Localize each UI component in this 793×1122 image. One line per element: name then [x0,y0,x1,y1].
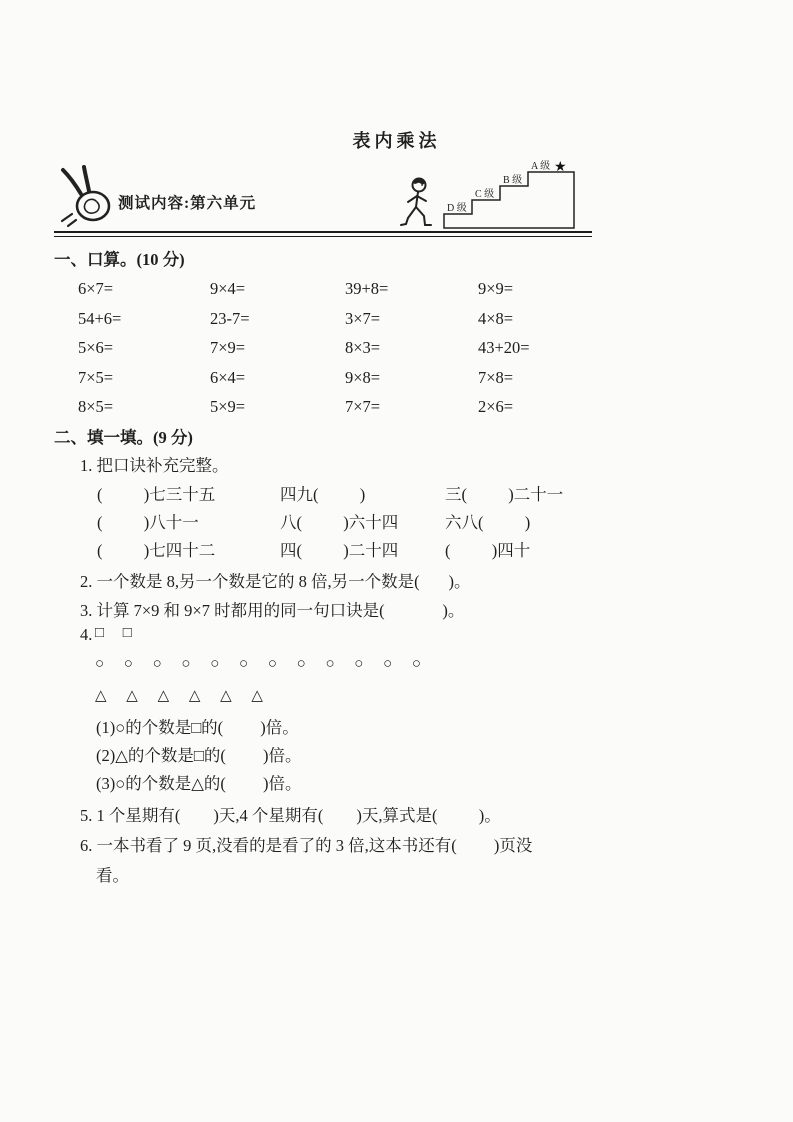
stair-label-b: B 级 [503,175,523,186]
shape-circles-row: ○ ○ ○ ○ ○ ○ ○ ○ ○ ○ ○ ○ [95,656,421,672]
test-scope-label: 测试内容:第六单元 [118,195,257,212]
mnemonic-cell: ( )七四十二 [97,541,216,560]
mnemonic-cell: 三( )二十一 [445,485,564,504]
oral-problem: 39+8= [345,279,389,298]
oral-problem: 6×7= [78,279,114,298]
mnemonic-cell: 四九( ) [280,485,366,504]
fill-item-4-sub-1: (1)○的个数是□的( )倍。 [96,718,299,737]
fill-item-4-sub-2: (2)△的个数是□的( )倍。 [96,746,302,765]
fill-item-5: 5. 1 个星期有( )天,4 个星期有( )天,算式是( )。 [80,806,501,825]
oral-problem: 5×6= [78,338,114,357]
stair-label-a: A 级 [531,161,551,172]
stair-label-d: D 级 [447,203,467,214]
oral-problem: 43+20= [478,338,530,357]
mnemonic-cell: ( )四十 [445,541,531,560]
oral-problem: 8×5= [78,397,114,416]
section-two-heading: 二、填一填。(9 分) [54,428,193,447]
header-divider-thick [54,231,592,233]
mnemonic-cell: 八( )六十四 [280,513,399,532]
mnemonic-row [97,481,617,503]
oral-problem: 8×3= [345,338,381,357]
oral-problem: 54+6= [78,308,122,328]
fill-item-3: 3. 计算 7×9 和 9×7 时都用的同一句口诀是( )。 [80,601,465,620]
eye [421,184,423,186]
mnemonic-cell: 四( )二十四 [280,541,399,560]
oral-problem: 7×7= [345,397,381,416]
oral-calculation-grid [78,278,568,426]
oral-problem: 3×7= [345,308,381,328]
stair-label-c: C 级 [475,189,495,200]
oral-problem: 2×6= [478,397,514,416]
mnemonic-cell: ( )七三十五 [97,485,216,504]
header-divider-thin [54,236,592,237]
mnemonic-cell: 六八( ) [445,513,531,532]
fill-item-6-line-1: 6. 一本书看了 9 页,没看的是看了的 3 倍,这本书还有( )页没 [80,836,533,855]
grade-stairs-illustration [442,160,582,230]
ok-hand-gesture-icon [56,164,120,228]
oral-problem: 23-7= [210,308,250,328]
oral-problem: 7×8= [478,367,514,387]
mnemonic-row [97,509,617,531]
section-one-heading: 一、口算。(10 分) [54,250,185,269]
fill-item-6-line-2: 看。 [96,866,129,885]
oral-problem: 4×8= [478,308,514,328]
oral-problem: 7×5= [78,367,114,387]
mnemonic-cell: ( )八十一 [97,513,199,532]
walking-child-illustration [398,176,436,230]
star-icon: ★ [554,160,567,175]
fill-item-4-label: 4. [80,625,93,644]
oral-problem: 9×8= [345,367,381,387]
oral-problem: 9×9= [478,279,514,298]
worksheet-title: 表内乘法 [352,131,441,151]
fill-item-2: 2. 一个数是 8,另一个数是它的 8 倍,另一个数是( )。 [80,572,471,591]
fill-item-4-sub-3: (3)○的个数是△的( )倍。 [96,774,302,793]
fill-item-1-label: 1. 把口诀补充完整。 [80,456,229,475]
shape-squares-row: □ □ [95,625,132,641]
oral-problem: 5×9= [210,397,246,416]
oral-problem: 7×9= [210,338,246,357]
shape-triangles-row: △ △ △ △ △ △ [95,688,263,704]
mnemonic-row [97,537,617,559]
oral-problem: 9×4= [210,279,246,298]
oral-problem: 6×4= [210,367,246,387]
